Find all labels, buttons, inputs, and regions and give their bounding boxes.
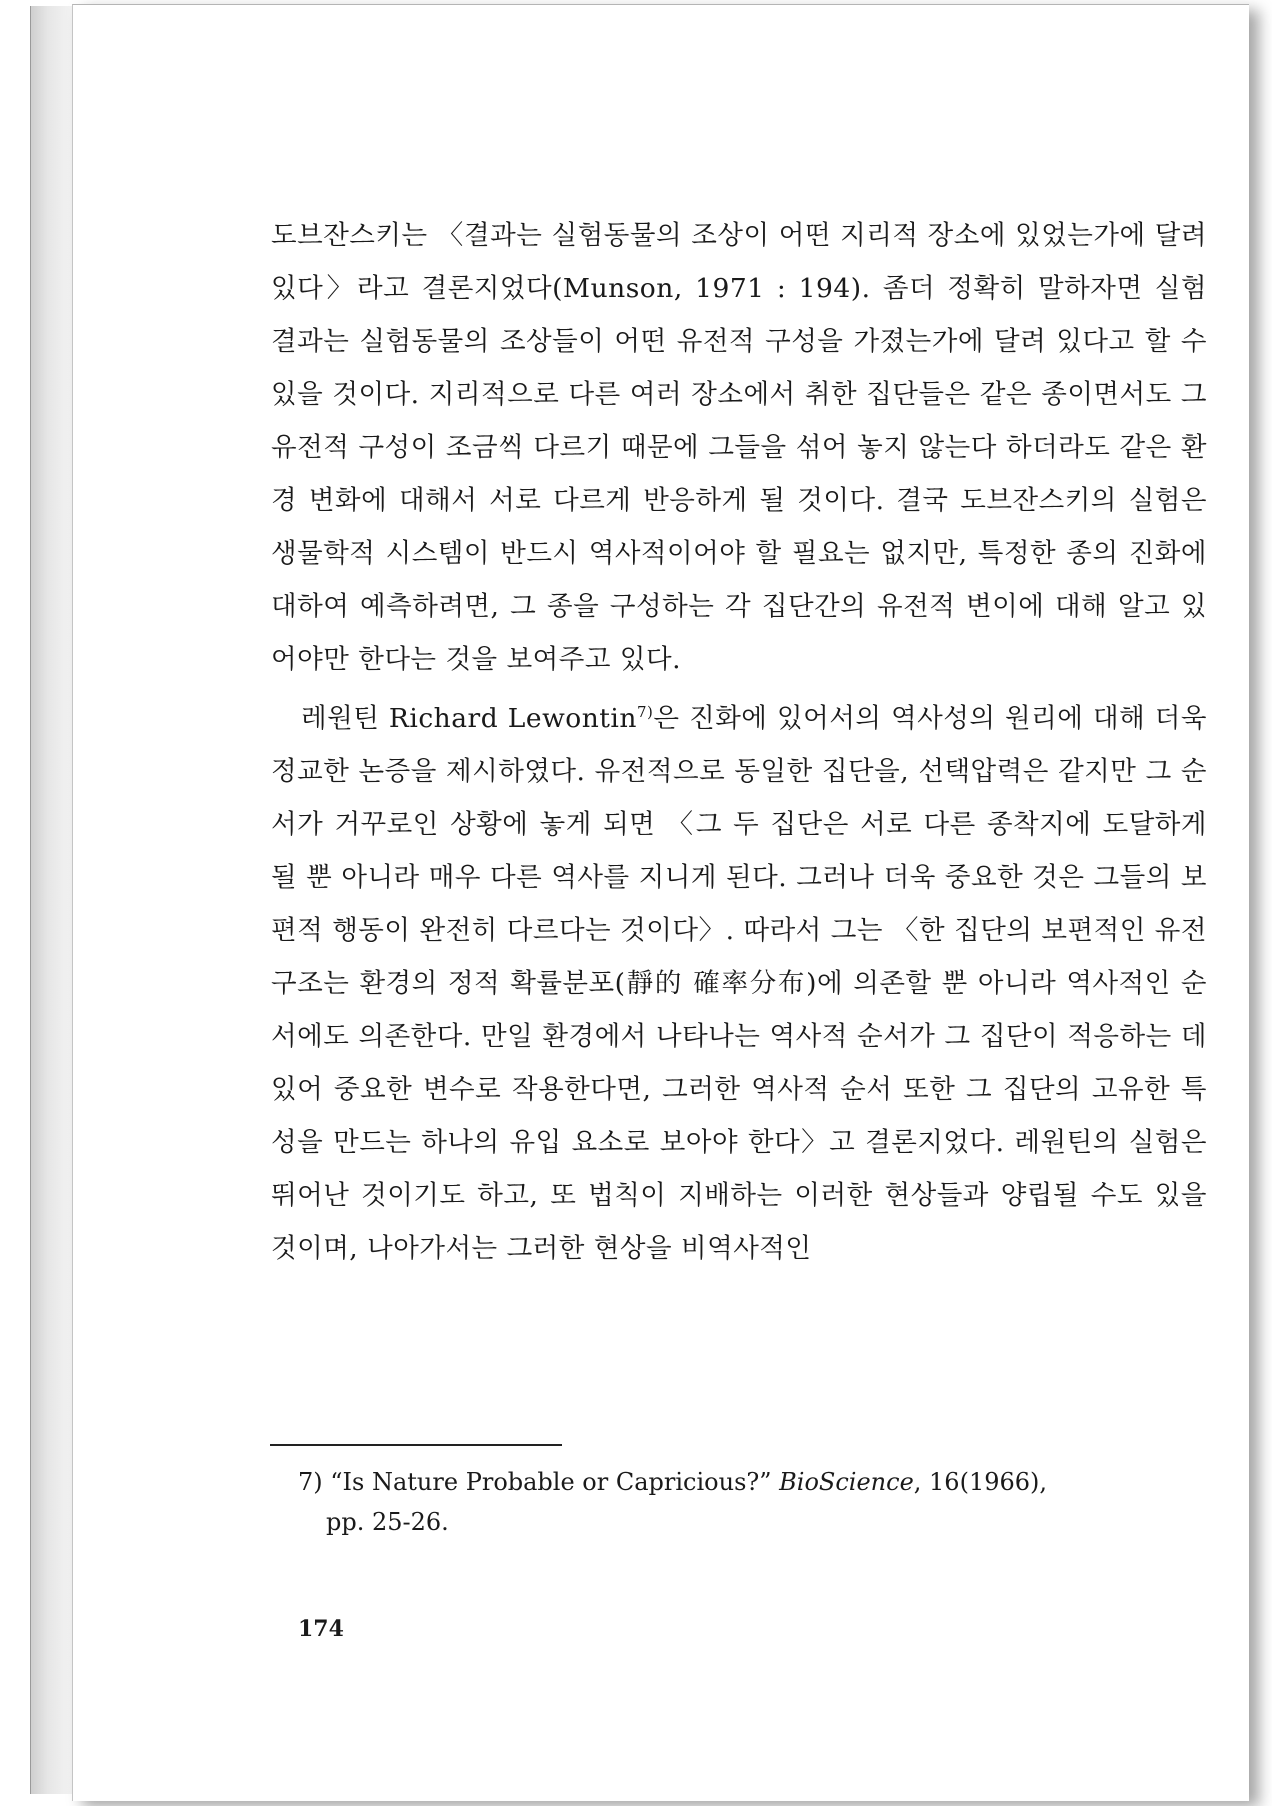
- footnote-journal: BioScience: [779, 1468, 914, 1496]
- paragraph-2-lead: 레원틴 Richard Lewontin: [301, 702, 637, 734]
- footnote-title: “Is Nature Probable or Capricious?”: [330, 1468, 772, 1496]
- footnote: [298, 1462, 1134, 1542]
- footnote-line-1: [298, 1462, 1134, 1502]
- paragraph-1: 도브잔스키는 〈결과는 실험동물의 조상이 어떤 지리적 장소에 있었는가에 달려 있다〉라고 결론지었다(Munson, 1971 : 194). 좀더 정확히 말하자면 실험 결과는 실험동물의 조상들이 어떤 유전적 구성을 가졌는가에 달려 있다고 할 수 있을 것이다. 지리적으로 다른 여러 장소에서 취한 집단들은 같은 종이면서도 그 유전적 구성이 조금씩 다르기 때문에 그들을 섞어 놓지 않는다 하더라도 같은 환경 변화에 대해서 서로 다르게 반응하게 될 것이다. 결국 도브잔스키의 실험은 생물학적 시스템이 반드시 역사적이어야 할 필요는 없지만, 특정한 종의 진화에 대하여 예측하려면, 그 종을 구성하는 각 집단간의 유전적 변이에 대해 알고 있어야만 한다는 것을 보여주고 있다.: [271, 220, 1207, 675]
- footnote-divider: [270, 1444, 562, 1446]
- body-text: [271, 209, 1207, 1275]
- footnote-pages: pp. 25-26.: [326, 1508, 449, 1536]
- page-number: 174: [298, 1616, 344, 1642]
- paragraph-2-body: 은 진화에 있어서의 역사성의 원리에 대해 더욱 정교한 논증을 제시하였다. 유전적으로 동일한 집단을, 선택압력은 같지만 그 순서가 거꾸로인 상황에 놓게 되면 〈그 두 집단은 서로 다른 종착지에 도달하게 될 뿐 아니라 매우 다른 역사를 지니게 된다. 그러나 더욱 중요한 것은 그들의 보편적 행동이 완전히 다르다는 것이다〉. 따라서 그는 〈한 집단의 보편적인 유전구조는 환경의 정적 확률분포(靜的 確率分布)에 의존할 뿐 아니라 역사적인 순서에도 의존한다. 만일 환경에서 나타나는 역사적 순서가 그 집단이 적응하는 데 있어 중요한 변수로 작용한다면, 그러한 역사적 순서 또한 그 집단의 고유한 특성을 만드는 하나의 유입 요소로 보아야 한다〉고 결론지었다. 레원틴의 실험은 뛰어난 것이기도 하고, 또 법칙이 지배하는 이러한 현상들과 양립될 수도 있을 것이며, 나아가서는 그러한 현상을 비역사적인: [271, 702, 1207, 1264]
- footnote-number: 7): [298, 1468, 323, 1496]
- paragraph-2: [271, 686, 1207, 1275]
- footnote-volume: , 16(1966),: [913, 1468, 1048, 1496]
- footnote-marker: 7): [636, 703, 654, 721]
- book-page-edge: [30, 6, 73, 1794]
